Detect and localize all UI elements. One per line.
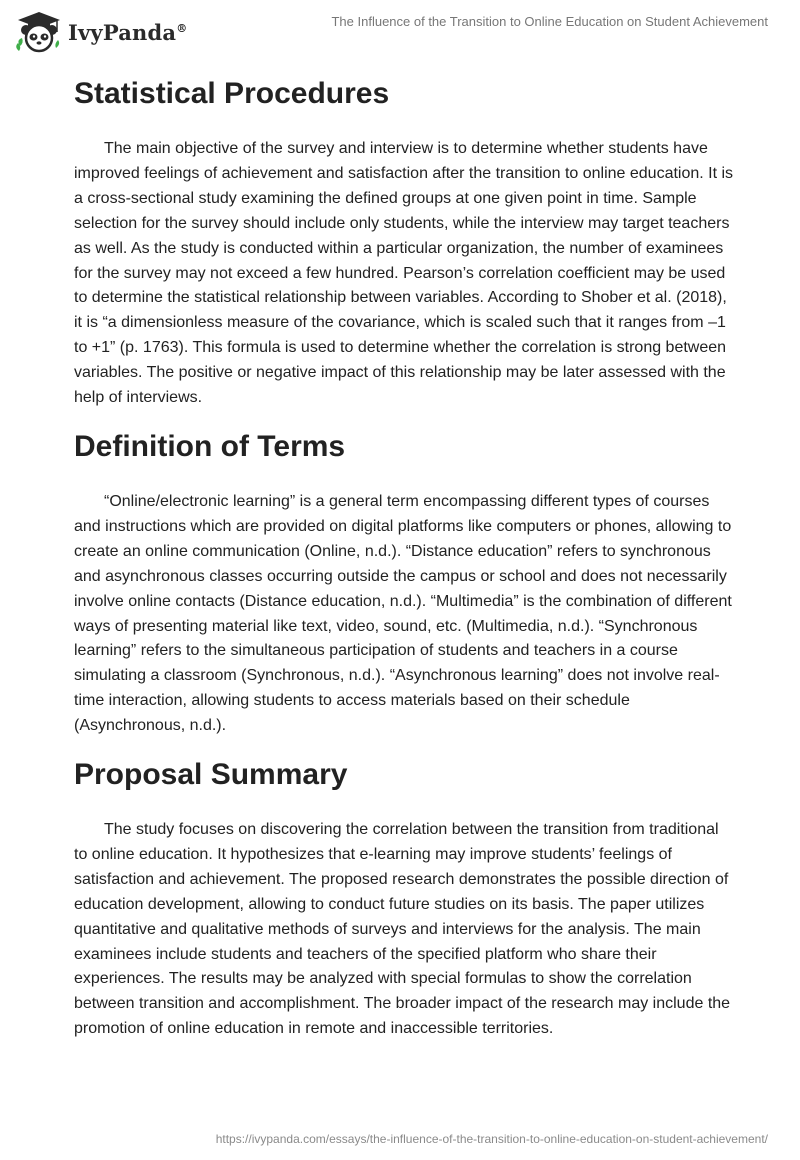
footer-source-url[interactable]: https://ivypanda.com/essays/the-influence-of-the-transition-to-online-education-on-student-achievement/ <box>215 1132 768 1146</box>
section-heading-proposal-summary: Proposal Summary <box>74 758 348 792</box>
section-heading-statistical-procedures: Statistical Procedures <box>74 77 390 110</box>
document-body <box>74 68 734 1042</box>
panda-graduate-icon <box>14 10 64 54</box>
logo-wordmark: IvyPanda® <box>68 19 188 45</box>
section-heading-definition-of-terms: Definition of Terms <box>74 429 346 463</box>
section-paragraph-definition-of-terms: “Online/electronic learning” is a general term encompassing different types of courses and instructions which are provided on digital platforms like computers or phones, allowing to create an online communication (Online, n.d.). “Distance education” refers to synchronous and asynchronous classes occurring outside the campus or school and does not necessarily involve online contacts (Distance education, n.d.). “Multimedia” is the combination of different ways of presenting material like text, video, sound, etc. (Multimedia, n.d.). “Synchronous learning” refers to the simultaneous participation of students and teachers in a course simulating a classroom (Synchronous, n.d.). “Asynchronous learning” does not involve real-time interaction, allowing students to access materials based on their schedule (Asynchronous, n.d.). <box>74 492 732 735</box>
section-paragraph-statistical-procedures: The main objective of the survey and interview is to determine whether students have improved feelings of achievement and satisfaction after the transition to online education. It is a cross-sectional study examining the defined groups at one given point in time. Sample selection for the survey should include only students, while the interview may target teachers as well. As the study is conducted within a particular organization, the number of examinees for the survey may not exceed a few hundred. Pearson’s correlation coefficient may be used to determine the statistical relationship between variables. According to Shober et al. (2018), it is “a dimensionless measure of the covariance, which is scaled such that it ranges from –1 to +1” (p. 1763). This formula is used to determine whether the correlation is strong between variables. The positive or negative impact of this relationship may be later assessed with the help of interviews. <box>74 140 734 407</box>
section-paragraph-proposal-summary: The study focuses on discovering the correlation between the transition from traditional to online education. It hypothesizes that e-learning may improve students’ feelings of satisfaction and achievement. The proposed research demonstrates the possible direction of education development, allowing to conduct future studies on its basis. The paper utilizes quantitative and qualitative methods of surveys and interviews for the analysis. The main examinees include students and teachers of the specified platform who share their experiences. The results may be analyzed with special formulas to show the correlation between transition and accomplishment. The broader impact of the research may include the promotion of online education in remote and inaccessible territories. <box>74 821 731 1038</box>
ivypanda-logo[interactable] <box>14 10 187 54</box>
document-title: The Influence of the Transition to Online Education on Student Achievement <box>331 14 768 29</box>
page-header <box>0 0 800 60</box>
